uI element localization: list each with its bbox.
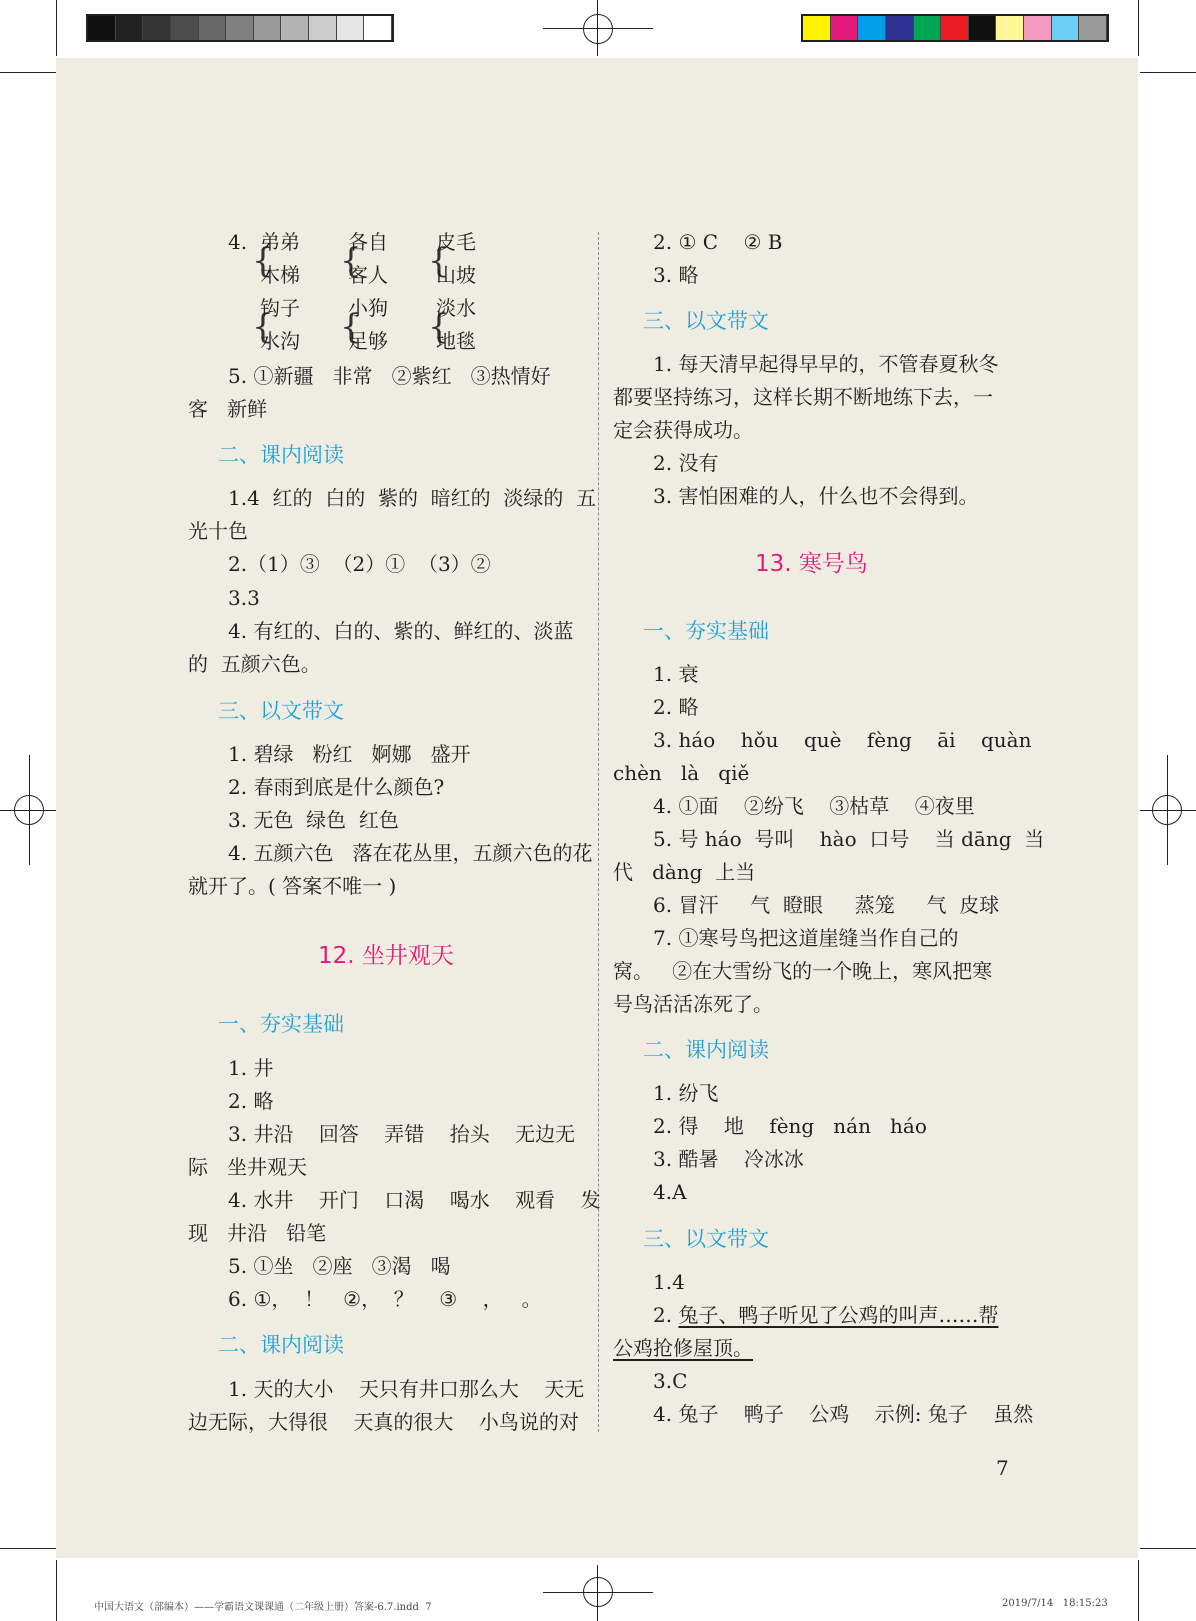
crop-mark (1138, 0, 1139, 56)
answer-line: 的 五颜六色。 (188, 652, 321, 676)
answer-line: 5. 号 háo 号叫 hào 口号 当 dāng 当 (653, 827, 1045, 851)
crop-mark (56, 0, 57, 56)
answer-line: 1. 碧绿 粉红 婀娜 盛开 (228, 742, 471, 766)
section-heading: 三、以文带文 (643, 1227, 769, 1251)
gray-swatch (88, 16, 116, 40)
answer-line: 7. ①寒号鸟把这道崖缝当作自己的 (653, 926, 959, 950)
answer-line: 5. ①坐 ②座 ③渴 喝 (228, 1254, 451, 1278)
answer-line: 3. 略 (653, 263, 699, 287)
answer-line: 2. 略 (228, 1089, 274, 1113)
gray-swatch (199, 16, 227, 40)
underlined-answer: 兔子、鸭子听见了公鸡的叫声……帮 (678, 1303, 999, 1327)
answer-line: 边无际，大得很 天真的很大 小鸟说的对 (188, 1410, 579, 1434)
answer-line: 3. 无色 绿色 红色 (228, 808, 399, 832)
section-heading: 二、课内阅读 (643, 1038, 769, 1062)
answer-line: 3.C (653, 1369, 688, 1393)
word-pair-bottom: 地毯 (436, 329, 476, 353)
answer-line: 1.4 红的 白的 紫的 暗红的 淡绿的 五 (228, 486, 597, 510)
crop-mark (56, 1560, 57, 1621)
answer-line: 定会获得成功。 (613, 418, 753, 442)
answer-line: 4.A (653, 1180, 687, 1204)
crop-mark (1138, 1560, 1139, 1621)
answer-line: 2. 得 地 fèng nán háo (653, 1114, 927, 1138)
answer-line: 2. 没有 (653, 451, 719, 475)
answer-line: 4. 五颜六色 落在花丛里，五颜六色的花 (228, 841, 593, 865)
answer-line: 际 坐井观天 (188, 1155, 308, 1179)
word-pair-top: 各自 (348, 230, 388, 254)
answer-line: 号鸟活活冻死了。 (613, 992, 773, 1016)
brace: { (252, 241, 274, 281)
answer-line: 现 井沿 铅笔 (188, 1221, 327, 1245)
registration-mark-line (1167, 755, 1168, 865)
brace: { (428, 241, 450, 281)
answer-line: 窝。 ②在大雪纷飞的一个晚上，寒风把寒 (613, 959, 993, 983)
gray-swatch (309, 16, 337, 40)
answer-line: 2. ① C ② B (653, 230, 783, 254)
answer-line: 1. 衰 (653, 662, 699, 686)
brace: { (252, 307, 274, 347)
registration-mark-line (543, 1592, 653, 1593)
color-swatch (831, 16, 859, 40)
underlined-answer: 公鸡抢修屋顶。 (613, 1336, 753, 1360)
registration-mark-line (597, 0, 598, 56)
answer-line: 1. 每天清早起得早早的，不管春夏秋冬 (653, 352, 999, 376)
q4-label: 4. (228, 230, 248, 254)
answer-line: 3.3 (228, 586, 260, 610)
registration-mark-line (29, 755, 30, 865)
brace: { (340, 307, 362, 347)
gray-swatch (254, 16, 282, 40)
color-swatch (886, 16, 914, 40)
answer-line: 6. 冒汗 气 瞪眼 蒸笼 气 皮球 (653, 893, 1000, 917)
registration-mark-line (0, 810, 56, 811)
gray-swatch (226, 16, 254, 40)
print-slug-timestamp: 2019/7/14 18:15:23 (1002, 1598, 1108, 1609)
answer-line: 2. 春雨到底是什么颜色? (228, 775, 445, 799)
answer-line: 2.（1）③ （2）① （3）② (228, 552, 491, 576)
word-pair-top: 钩子 (260, 296, 300, 320)
gray-swatch (364, 16, 392, 40)
answer-line: 就开了。( 答案不唯一 ) (188, 874, 397, 898)
word-pair-top: 小狗 (348, 296, 388, 320)
grayscale-calibration-bar (86, 14, 394, 42)
gray-swatch (116, 16, 144, 40)
answer-line (613, 1336, 753, 1360)
gray-swatch (281, 16, 309, 40)
brace: { (340, 241, 362, 281)
color-swatch (1024, 16, 1052, 40)
word-pair-top: 淡水 (436, 296, 476, 320)
answer-line: 4. 兔子 鸭子 公鸡 示例: 兔子 虽然 (653, 1402, 1034, 1426)
answer-line: 4. ①面 ②纷飞 ③枯草 ④夜里 (653, 794, 975, 818)
color-swatch (803, 16, 831, 40)
word-pair-bottom: 木梯 (260, 263, 300, 287)
answer-line: 代 dàng 上当 (613, 860, 756, 884)
section-heading: 三、以文带文 (643, 309, 769, 333)
answer-line: 1. 天的大小 天只有井口那么大 天无 (228, 1377, 585, 1401)
crop-mark (0, 1548, 56, 1549)
color-swatch (996, 16, 1024, 40)
color-swatch (1052, 16, 1080, 40)
section-heading: 三、以文带文 (218, 699, 344, 723)
section-heading: 一、夯实基础 (643, 619, 769, 643)
color-calibration-bar (801, 14, 1109, 42)
answer-line: 6. ①， ！ ②， ？ ③ ， 。 (228, 1287, 542, 1311)
section-heading: 二、课内阅读 (218, 443, 344, 467)
word-pair-bottom: 客人 (348, 263, 388, 287)
color-swatch (1079, 16, 1107, 40)
color-swatch (969, 16, 997, 40)
page-number: 7 (996, 1456, 1009, 1480)
answer-line: 1. 井 (228, 1056, 274, 1080)
section-heading: 二、课内阅读 (218, 1333, 344, 1357)
answer-number: 2. (653, 1303, 679, 1327)
answer-line: 5. ①新疆 非常 ②紫红 ③热情好 (228, 364, 551, 388)
gray-swatch (143, 16, 171, 40)
word-pair-bottom: 足够 (348, 329, 388, 353)
answer-line: 2. 略 (653, 695, 699, 719)
crop-mark (0, 72, 56, 73)
crop-mark (1140, 1548, 1196, 1549)
color-swatch (941, 16, 969, 40)
answer-line: 3. 酷暑 冷冰冰 (653, 1147, 804, 1171)
word-pair-top: 皮毛 (436, 230, 476, 254)
word-pair-bottom: 水沟 (260, 329, 300, 353)
color-swatch (858, 16, 886, 40)
answer-line (653, 1303, 998, 1327)
print-slug-filename: 中国大语文（部编本）——学霸语文课课通（二年级上册）答案-6.7.indd 7 (94, 1602, 432, 1613)
section-heading: 一、夯实基础 (218, 1012, 344, 1036)
answer-line: 4. 水井 开门 口渴 喝水 观看 发 (228, 1188, 601, 1212)
color-swatch (914, 16, 942, 40)
answer-line: 3. 井沿 回答 弄错 抬头 无边无 (228, 1122, 576, 1146)
brace: { (428, 307, 450, 347)
registration-mark-line (543, 28, 653, 29)
answer-line: 1.4 (653, 1270, 685, 1294)
lesson-title: 13. 寒号鸟 (755, 551, 868, 577)
column-divider (598, 232, 599, 1432)
answer-line: 都要坚持练习，这样长期不断地练下去，一 (613, 385, 993, 409)
answer-line: chèn là qiě (613, 761, 750, 785)
crop-mark (1140, 72, 1196, 73)
registration-mark-line (1140, 810, 1196, 811)
answer-line: 1. 纷飞 (653, 1081, 719, 1105)
registration-mark-line (597, 1565, 598, 1621)
answer-line: 4. 有红的、白的、紫的、鲜红的、淡蓝 (228, 619, 574, 643)
answer-line: 客 新鲜 (188, 397, 268, 421)
lesson-title: 12. 坐井观天 (318, 943, 454, 969)
word-pair-bottom: 山坡 (436, 263, 476, 287)
answer-line: 光十色 (188, 519, 248, 543)
answer-line: 3. háo hǒu què fèng āi quàn (653, 728, 1032, 752)
word-pair-top: 弟弟 (260, 230, 300, 254)
gray-swatch (171, 16, 199, 40)
registration-mark (583, 14, 613, 44)
gray-swatch (337, 16, 365, 40)
answer-line: 3. 害怕困难的人，什么也不会得到。 (653, 484, 979, 508)
